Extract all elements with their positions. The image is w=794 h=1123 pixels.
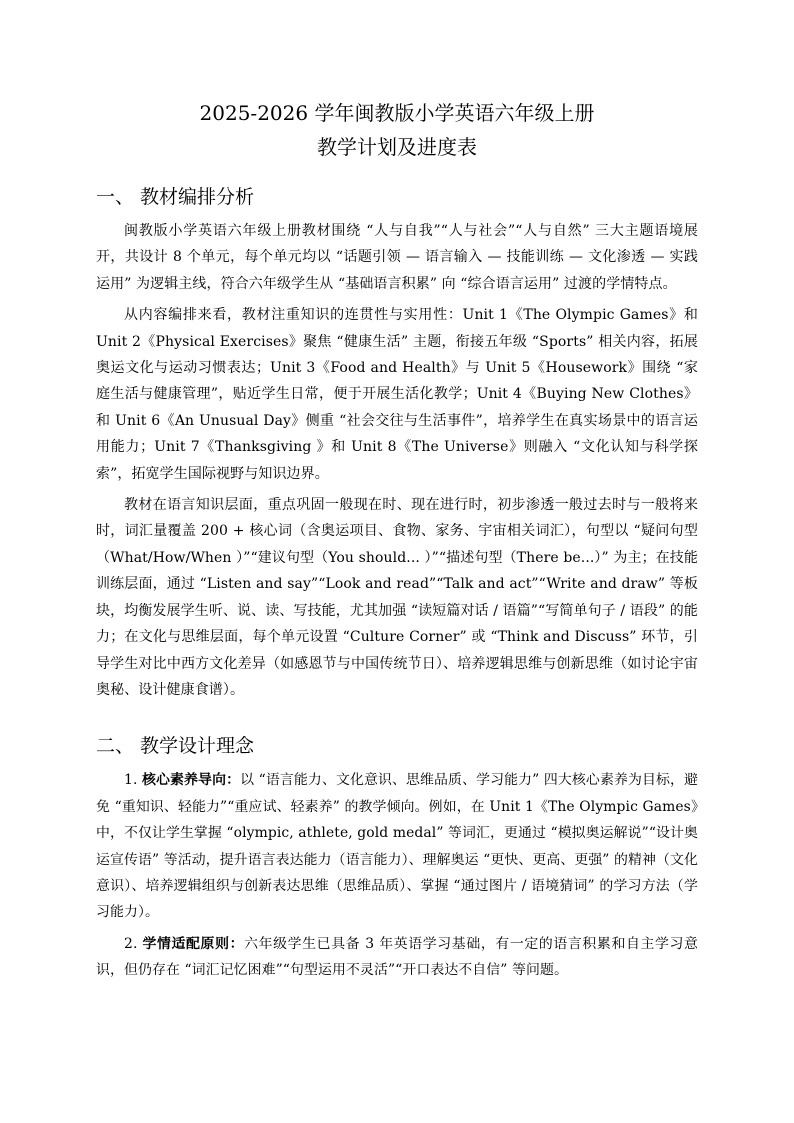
section1-paragraph-2: 从内容编排来看，教材注重知识的连贯性与实用性：Unit 1《The Olympic Games》和 Unit 2《Physical Exercises》聚焦 “健康生活” 主题，衔接五年级 “Sports” 相关内容，拓展奥运文化与运动习惯表达；Unit 3《Food and Health》与 Unit 5《Housework》围绕 “家庭生活与健康管理”，贴近学生日常，便于开展生活化教学；Unit 4《Buying New Clothes》和 Unit 6《An Unusual Day》侧重 “社会交往与生活事件”，培养学生在真实场景中的语言运用能力；Unit 7《Thanksgiving 》和 Unit 8《The Universe》则融入 “文化认知与科学探索”，拓宽学生国际视野与知识边界。	[96, 307, 698, 482]
section2-item-1	[96, 767, 698, 925]
document-page	[96, 96, 698, 989]
section2-item-2-label: 学情适配原则：	[142, 935, 245, 952]
section2-item-2-text: 六年级学生已具备 3 年英语学习基础，有一定的语言积累和自主学习意识，但仍存在 “词汇记忆困难”“句型运用不灵活”“开口表达不自信” 等问题。	[96, 935, 699, 979]
document-title-line2: 教学计划及进度表	[317, 135, 477, 159]
section1-paragraph-1: 闽教版小学英语六年级上册教材围绕 “人与自我”“人与社会”“人与自然” 三大主题语境展开，共设计 8 个单元，每个单元均以 “话题引领 — 语言输入 — 技能训练 — 文化渗透 — 实践运用” 为逻辑主线，符合六年级学生从 “基础语言积累” 向 “综合语言运用” 过渡的学情特点。	[96, 223, 698, 292]
document-title-line1: 2025-2026 学年闽教版小学英语六年级上册	[199, 101, 595, 125]
section2-item-1-text: 以 “语言能力、文化意识、思维品质、学习能力” 四大核心素养为目标，避免 “重知识、轻能力”“重应试、轻素养” 的教学倾向。例如，在 Unit 1《The Olympic Games》中，不仅让学生掌握 “olympic, athlete, gold medal” 等词汇，更通过 “模拟奥运解说”“设计奥运宣传语” 等活动，提升语言表达能力（语言能力）、理解奥运 “更快、更高、更强” 的精神（文化意识）、培养逻辑组织与创新表达思维（思维品质）、掌握 “通过图片 / 语境猜词” 的学习方法（学习能力）。	[96, 772, 699, 921]
section2-item-2-number: 2.	[124, 935, 143, 952]
section1-heading: 一、 教材编排分析	[96, 186, 255, 208]
section2-heading: 二、 教学设计理念	[96, 735, 255, 758]
section2-item-1-label: 核心素养导向：	[142, 772, 241, 789]
section2-item-1-number: 1.	[124, 772, 142, 789]
section1-paragraph-3: 教材在语言知识层面，重点巩固一般现在时、现在进行时，初步渗透一般过去时与一般将来时，词汇量覆盖 200 + 核心词（含奥运项目、食物、家务、宇宙相关词汇），句型以 “疑问句型（What/How/When ）”“建议句型（You should... ）”“描述句型（There be...）” 为主；在技能训练层面，通过 “Listen and say”“Look and read”“Talk and act”“Write and draw” 等板块，均衡发展学生听、说、读、写技能，尤其加强 “读短篇对话 / 语篇”“写简单句子 / 语段” 的能力；在文化与思维层面，每个单元设置 “Culture Corner” 或 “Think and Discuss” 环节，引导学生对比中西方文化差异（如感恩节与中国传统节日）、培养逻辑思维与创新思维（如讨论宇宙奥秘、设计健康食谱）。	[96, 497, 698, 698]
section2-item-2	[96, 931, 698, 984]
